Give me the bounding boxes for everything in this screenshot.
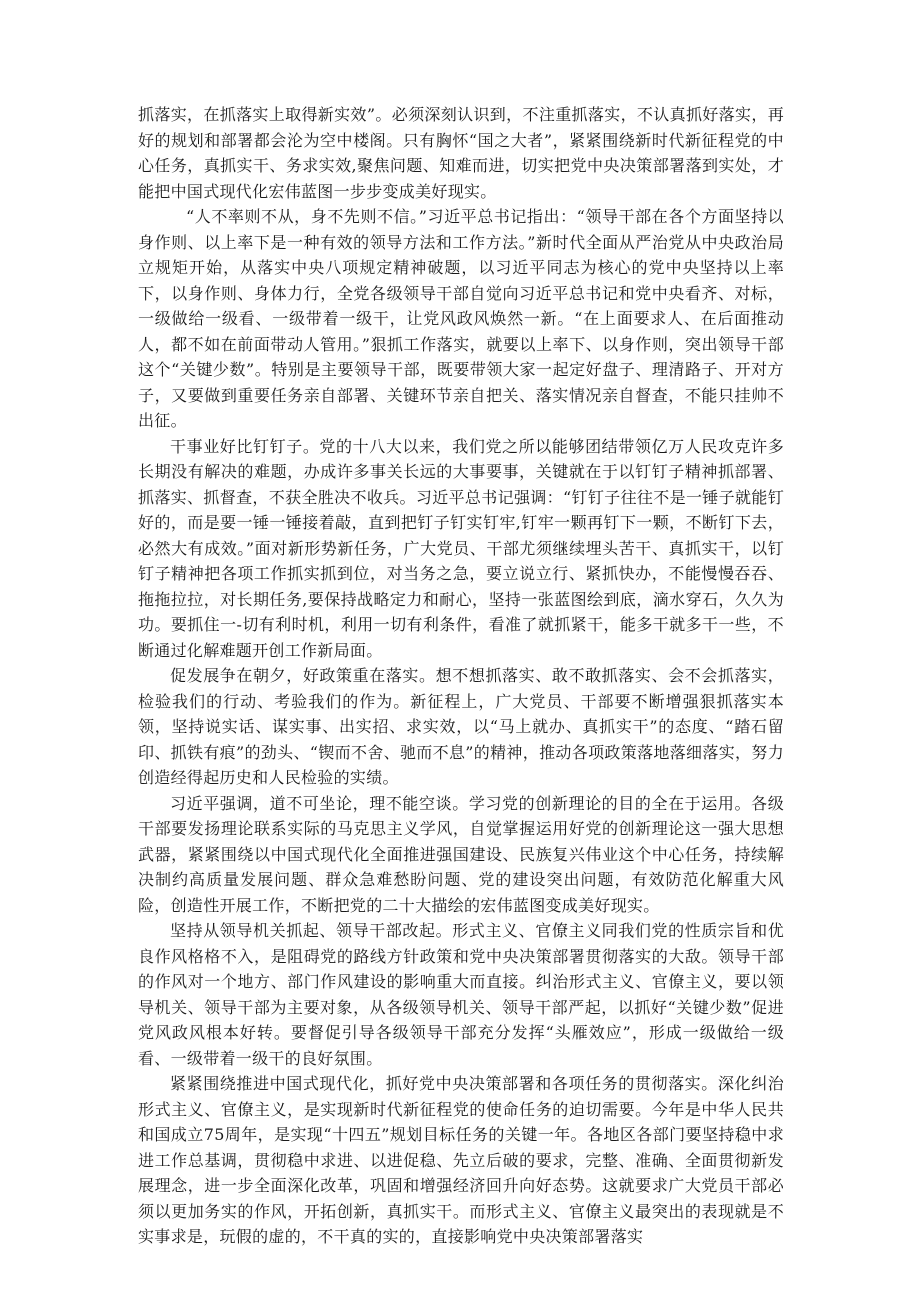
paragraph-7: 紧紧围绕推进中国式现代化，抓好党中央决策部署和各项任务的贯彻落实。深化纠治形式主义、官僚主义，是实现新时代新征程党的使命任务的迫切需要。今年是中华人民共和国成立75周年，是实现“十四五”规划目标任务的关键一年。各地区各部门要坚持稳中求进工作总基调，贯彻稳中求进、以进促稳、先立后破的要求，完整、准确、全面贯彻新发展理念，进一步全面深化改革，巩固和增强经济回升向好态势。这就要求广大党员干部必须以更加务实的作风，开拓创新，真抓实干。而形式主义、官僚主义最突出的表现就是不实事求是，玩假的虚的，不干真的实的，直接影响党中央决策部署落实 [138, 1074, 784, 1246]
paragraph-5: 习近平强调，道不可坐论，理不能空谈。学习党的创新理论的目的全在于运用。各级干部要发扬理论联系实际的马克思主义学风，自觉掌握运用好党的创新理论这一强大思想武器，紧紧围绕以中国式现代化全面推进强国建设、民族复兴伟业这个中心任务，持续解决制约高质量发展问题、群众急难愁盼问题、党的建设突出问题，有效防范化解重大风险，创造性开展工作，不断把党的二十大描绘的宏伟蓝图变成美好现实。 [138, 793, 784, 915]
paragraph-1: 抓落实，在抓落实上取得新实效”。必须深刻认识到，不注重抓落实，不认真抓好落实，再好的规划和部署都会沦为空中楼阁。只有胸怀“国之大者”，紧紧围绕新时代新征程党的中心任务，真抓实干、务求实效,聚焦问题、知难而进，切实把党中央决策部署落到实处，才能把中国式现代化宏伟蓝图一步步变成美好现实。 [138, 105, 784, 201]
document-page [138, 102, 784, 1250]
paragraph-4: 促发展争在朝夕，好政策重在落实。想不想抓落实、敢不敢抓落实、会不会抓落实，检验我们的行动、考验我们的作为。新征程上，广大党员、干部要不断增强狠抓落实本领，坚持说实话、谋实事、出实招、求实效，以“马上就办、真抓实干”的态度、“踏石留印、抓铁有痕”的劲头、“锲而不舍、驰而不息”的精神，推动各项政策落地落细落实，努力创造经得起历史和人民检验的实绩。 [138, 666, 784, 787]
paragraph-3: 干事业好比钉钉子。党的十八大以来，我们党之所以能够团结带领亿万人民攻克许多长期没有解决的难题，办成许多事关长远的大事要事，关键就在于以钉钉子精神抓部署、抓落实、抓督查，不获全胜决不收兵。习近平总书记强调：“钉钉子往往不是一锤子就能钉好的，而是要一锤一锤接着敲，直到把钉子钉实钉牢,钉牢一颗再钉下一颗，不断钉下去，必然大有成效。”面对新形势新任务，广大党员、干部尤须继续埋头苦干、真抓实干，以钉钉子精神把各项工作抓实抓到位，对当务之急，要立说立行、紧抓快办，不能慢慢吞吞、拖拖拉拉，对长期任务,要保持战略定力和耐心，坚持一张蓝图绘到底，滴水穿石，久久为功。要抓住一-切有利时机，利用一切有利条件，看准了就抓紧干，能多干就多干一些，不断通过化解难题开创工作新局面。 [138, 436, 784, 660]
paragraph-2: “人不率则不从，身不先则不信。”习近平总书记指出：“领导干部在各个方面坚持以身作则、以上率下是一种有效的领导方法和工作方法。”新时代全面从严治党从中央政治局立规矩开始，从落实中央八项规定精神破题，以习近平同志为核心的党中央坚持以上率下，以身作则、身体力行，全党各级领导干部自觉向习近平总书记和党中央看齐、对标，一级做给一级看、一级带着一级干，让党风政风焕然一新。“在上面要求人、在后面推动人，都不如在前面带动人管用。”狠抓工作落实，就要以上率下、以身作则，突出领导干部这个“关键少数”。特别是主要领导干部，既要带领大家一起定好盘子、理清路子、开对方子，又要做到重要任务亲自部署、关键环节亲自把关、落实情况亲自督查，不能只挂帅不出征。 [138, 207, 784, 430]
paragraph-6: 坚持从领导机关抓起、领导干部改起。形式主义、官僚主义同我们党的性质宗旨和优良作风格格不入，是阻碍党的路线方针政策和党中央决策部署贯彻落实的大敌。领导干部的作风对一个地方、部门作风建设的影响重大而直接。纠治形式主义、官僚主义，要以领导机关、领导干部为主要对象，从各级领导机关、领导干部严起，以抓好“关键少数”促进党风政风根本好转。要督促引导各级领导干部充分发挥“头雁效应”，形成一级做给一级看、一级带着一级干的良好氛围。 [138, 921, 784, 1068]
